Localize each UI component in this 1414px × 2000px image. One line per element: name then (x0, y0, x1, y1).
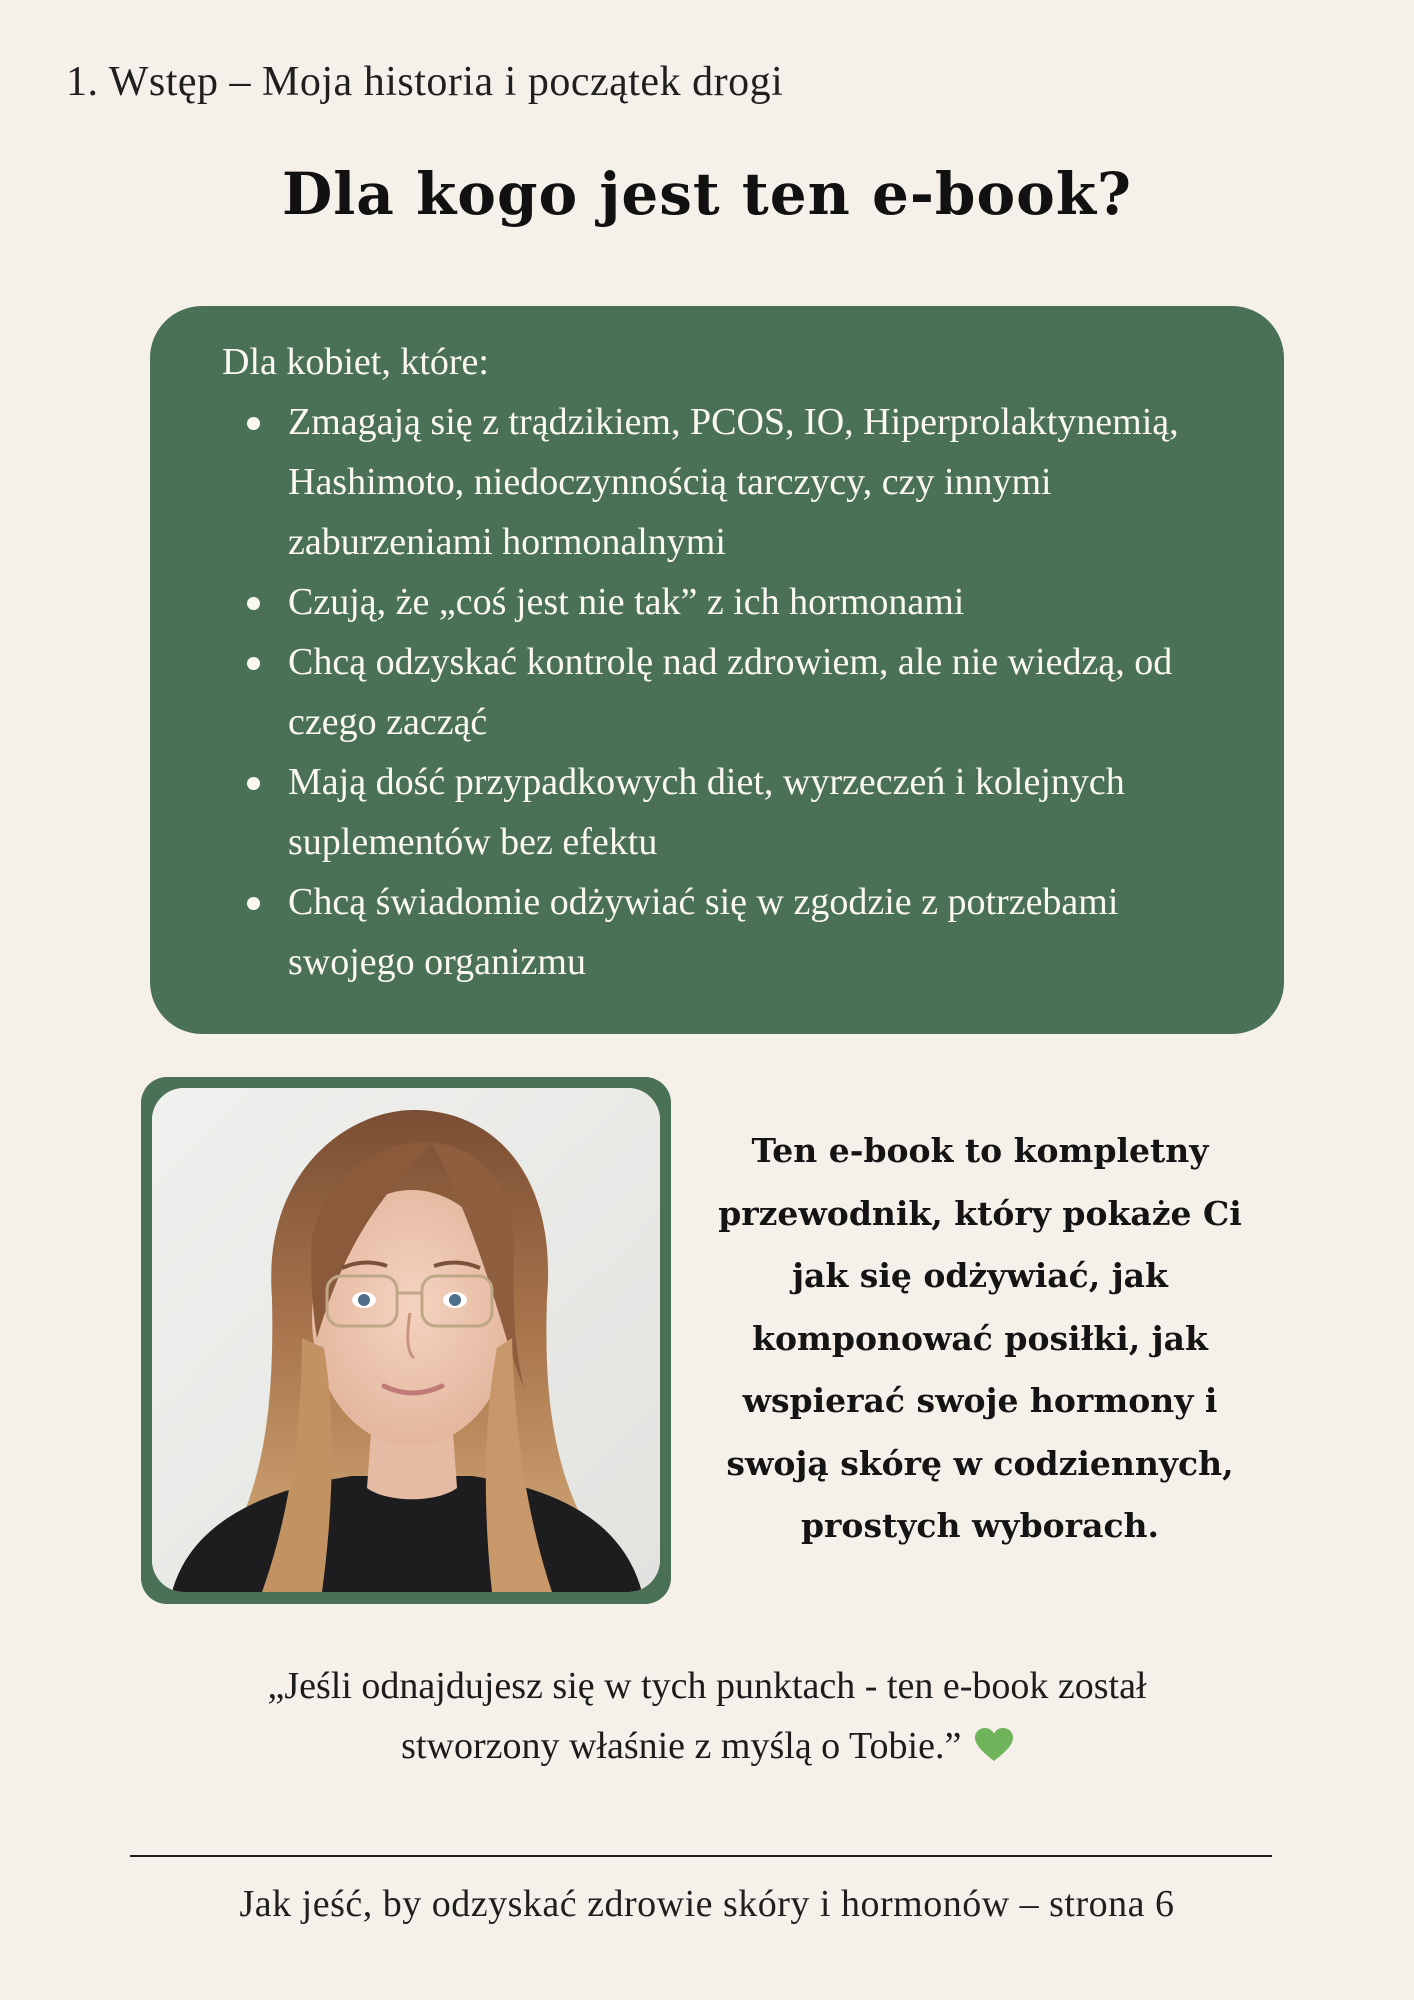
page-footer: Jak jeść, by odzyskać zdrowie skóry i hormonów – strona 6 (239, 1883, 1175, 1925)
quote-text: „Jeśli odnajdujesz się w tych punktach - ten e-book został stworzony właśnie z myślą o Tobie.” (267, 1665, 1147, 1767)
audience-box (150, 306, 1284, 1034)
audience-intro: Dla kobiet, które: (222, 341, 489, 383)
list-item: Chcą świadomie odżywiać się w zgodzie z potrzebami swojego organizmu (288, 872, 1224, 992)
ebook-description: Ten e-book to kompletny przewodnik, który pokaże Ci jak się odżywiać, jak komponować posiłki, jak wspierać swoje hormony i swoją skórę w codziennych, prostych wyborach. (718, 1131, 1242, 1545)
bullet-icon (247, 777, 260, 790)
chapter-heading: 1. Wstęp – Moja historia i początek drogi (66, 59, 784, 105)
bullet-icon (247, 417, 260, 430)
list-item: Czują, że „coś jest nie tak” z ich hormonami (288, 572, 1224, 632)
audience-list (222, 392, 1224, 992)
closing-quote (200, 1656, 1214, 1776)
author-photo (152, 1088, 660, 1592)
author-portrait-illustration (152, 1088, 660, 1592)
bullet-icon (247, 657, 260, 670)
list-item: Mają dość przypadkowych diet, wyrzeczeń i kolejnych suplementów bez efektu (288, 752, 1224, 872)
author-photo-frame (141, 1077, 671, 1604)
page-title: Dla kogo jest ten e-book? (281, 160, 1133, 228)
list-item: Zmagają się z trądzikiem, PCOS, IO, Hiperprolaktynemią, Hashimoto, niedoczynnością tarczycy, czy innymi zaburzeniami hormonalnymi (288, 392, 1224, 572)
green-heart-icon (975, 1728, 1013, 1762)
bullet-icon (247, 897, 260, 910)
bullet-icon (247, 597, 260, 610)
list-item: Chcą odzyskać kontrolę nad zdrowiem, ale nie wiedzą, od czego zacząć (288, 632, 1224, 752)
footer-divider (130, 1855, 1272, 1857)
